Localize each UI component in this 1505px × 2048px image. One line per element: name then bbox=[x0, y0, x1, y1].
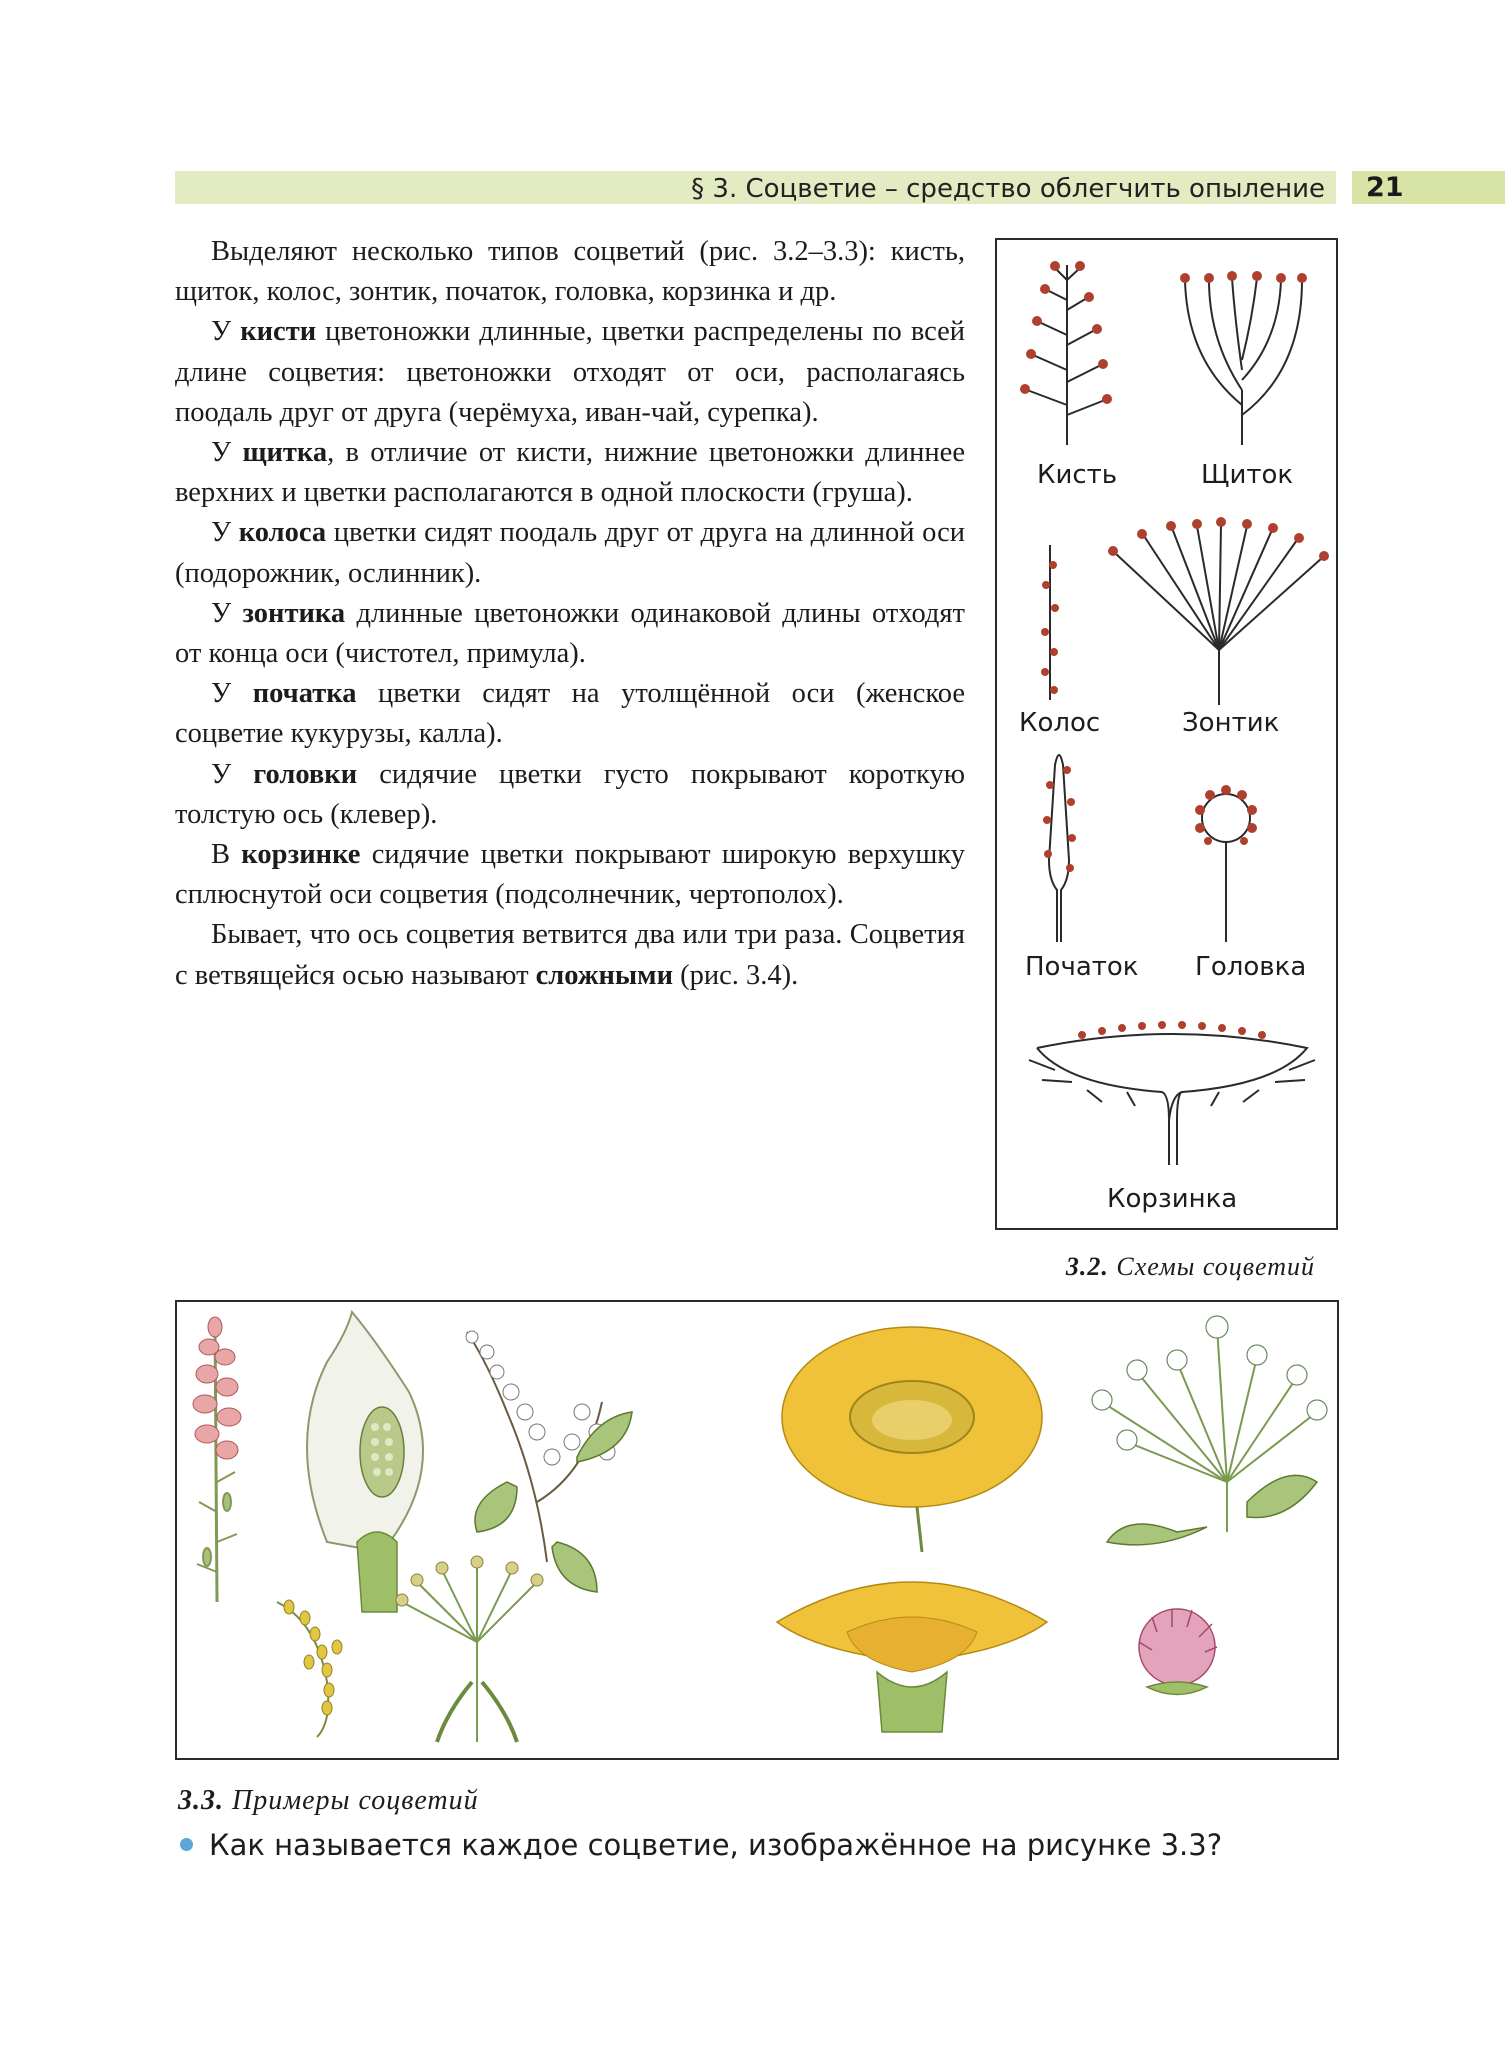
text: У bbox=[211, 517, 239, 549]
text: У bbox=[211, 758, 254, 790]
text: сидячие цветки покрывают широкую верхушку сплюснутой оси соцветия (подсолнечник, чертополох). bbox=[175, 839, 966, 911]
examples-drawing bbox=[177, 1302, 1341, 1762]
term-pochatok: початка bbox=[252, 678, 357, 710]
figure-inflorescence-schemes bbox=[995, 238, 1338, 1230]
term-slozhnye: сложными bbox=[535, 959, 674, 991]
text: У bbox=[211, 316, 241, 348]
bullet-icon bbox=[180, 1838, 193, 1851]
scheme-golovka bbox=[1202, 794, 1250, 942]
term-kist: кисти bbox=[240, 316, 317, 348]
text: У bbox=[211, 437, 243, 469]
body-text bbox=[175, 232, 965, 996]
paragraph-kolos bbox=[175, 513, 965, 593]
scheme-kist bbox=[1027, 265, 1105, 445]
label-shchitok: Щиток bbox=[1201, 460, 1294, 490]
term-golovka: головки bbox=[253, 758, 358, 790]
label-kolos: Колос bbox=[1019, 708, 1101, 738]
figure-inflorescence-examples bbox=[175, 1300, 1339, 1760]
paragraph-shchitok bbox=[175, 433, 965, 513]
paragraph-kist bbox=[175, 312, 965, 433]
text: цветоножки длинные, цветки распределены по всей длине соцветия: цветоножки отходят от оси, располагаясь поодаль друг от друга (черёмуха, иван-чай, сурепка). bbox=[175, 316, 966, 428]
illustration-raceme-pink bbox=[193, 1317, 241, 1602]
label-korzinka: Корзинка bbox=[1107, 1184, 1238, 1214]
text: длинные цветоножки одинаковой длины отходят от конца оси (чистотел, примула). bbox=[175, 597, 965, 670]
paragraph-korzinka bbox=[175, 835, 965, 915]
illustration-capitulum-section bbox=[777, 1582, 1047, 1732]
label-kist: Кисть bbox=[1037, 460, 1118, 490]
label-zontik: Зонтик bbox=[1182, 708, 1280, 738]
figure-3-2-caption bbox=[1066, 1252, 1315, 1282]
term-shchitok: щитка bbox=[242, 437, 328, 469]
illustration-bird-cherry bbox=[466, 1331, 632, 1592]
term-zontik: зонтика bbox=[242, 597, 346, 629]
illustration-calla bbox=[307, 1312, 423, 1612]
illustration-umbel bbox=[396, 1556, 543, 1742]
paragraph-complex bbox=[175, 915, 965, 995]
page-number: 21 bbox=[1352, 171, 1505, 204]
text: В bbox=[211, 839, 242, 871]
text: У bbox=[211, 678, 253, 710]
text: (рис. 3.4). bbox=[673, 959, 799, 991]
caption-number: 3.3. bbox=[178, 1785, 224, 1816]
question bbox=[180, 1828, 1222, 1862]
illustration-onion-umbel bbox=[1092, 1316, 1327, 1545]
text: цветки сидят поодаль друг от друга на длинной оси (подорожник, ослинник). bbox=[175, 517, 965, 589]
text: Бывает, что ось соцветия ветвится два или три раза. Соцветия с ветвящейся осью называют bbox=[175, 919, 965, 991]
illustration-capitulum-top bbox=[782, 1327, 1042, 1552]
figure-3-3-caption bbox=[178, 1785, 479, 1817]
term-korzinka: корзинке bbox=[241, 839, 361, 871]
text: , в отличие от кисти, нижние цветоножки длиннее верхних и цветки располагаются в одной плоскости (груша). bbox=[175, 437, 965, 509]
caption-text: Примеры соцветий bbox=[232, 1785, 479, 1816]
term-kolos: колоса bbox=[238, 517, 327, 549]
text: цветки сидят на утолщённой оси (женское соцветие кукурузы, калла). bbox=[175, 678, 965, 750]
running-header: § 3. Соцветие – средство облегчить опыление bbox=[691, 174, 1325, 204]
scheme-shchitok bbox=[1185, 278, 1302, 445]
scheme-zontik bbox=[1115, 524, 1322, 705]
text: У bbox=[211, 597, 243, 629]
caption-text: Схемы соцветий bbox=[1116, 1252, 1315, 1281]
paragraph-pochatok bbox=[175, 674, 965, 754]
label-golovka: Головка bbox=[1195, 952, 1307, 982]
illustration-clover bbox=[1139, 1609, 1217, 1695]
paragraph-intro: Выделяют несколько типов соцветий (рис. 3.2–3.3): кисть, щиток, колос, зонтик, початок, головка, корзинка и др. bbox=[175, 236, 965, 308]
caption-number: 3.2. bbox=[1065, 1252, 1109, 1281]
scheme-korzinka bbox=[1029, 1034, 1315, 1165]
question-text: Как называется каждое соцветие, изображённое на рисунке 3.3? bbox=[209, 1828, 1223, 1862]
illustration-yellow-raceme bbox=[277, 1600, 342, 1737]
text: сидячие цветки густо покрывают короткую толстую ось (клевер). bbox=[175, 758, 965, 830]
paragraph-zontik bbox=[175, 594, 965, 674]
label-pochatok: Початок bbox=[1025, 952, 1139, 982]
paragraph-golovka bbox=[175, 755, 965, 835]
